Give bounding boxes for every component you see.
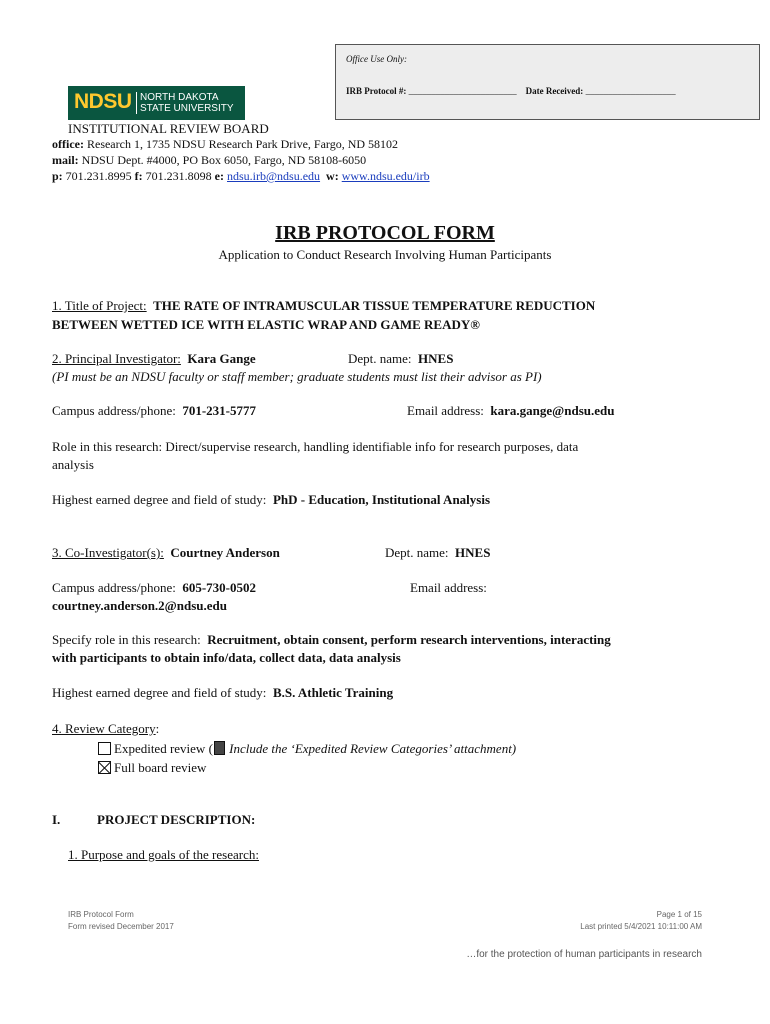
date-received-label: Date Received: [525,86,584,96]
mail-address-line: mail: NDSU Dept. #4000, PO Box 6050, Fargo, ND 58108-6050 [52,153,367,167]
pi-degree: Highest earned degree and field of study: PhD - Education, Institutional Analysis [52,492,491,507]
co-investigator-line [52,545,280,561]
co-email: courtney.anderson.2@ndsu.edu [52,598,227,613]
purpose-goals-label: 1. Purpose and goals of the research: [68,847,259,862]
logo-divider [136,92,137,114]
co-investigator-label: 3. Co-Investigator(s): [52,545,164,560]
project-title-line2: BETWEEN WETTED ICE WITH ELASTIC WRAP AND GAME READY® [52,317,480,332]
form-title: IRB PROTOCOL FORM [275,222,495,244]
project-title-value: THE RATE OF INTRAMUSCULAR TISSUE TEMPERATURE REDUCTION [153,298,596,313]
irb-board-title: INSTITUTIONAL REVIEW BOARD [68,121,269,136]
logo-ndsu: NDSU [74,90,132,113]
full-board-review-checkbox[interactable] [98,761,111,774]
office-address-line: office: Research 1, 1735 NDSU Research Park Drive, Fargo, ND 58102 [52,137,399,151]
date-received-field[interactable]: ____________________ [585,86,676,96]
irb-email-link[interactable]: ndsu.irb@ndsu.edu [227,169,321,183]
project-description-number: I. [52,812,61,827]
expedited-review-note: Include the ‘Expedited Review Categories’ attachment) [229,741,517,756]
pi-dept: Dept. name: HNES [348,351,454,366]
expedited-review-option[interactable] [98,741,516,757]
pi-campus-phone: Campus address/phone: 701-231-5777 [52,403,257,418]
pi-line [52,351,256,367]
co-degree: Highest earned degree and field of study: B.S. Athletic Training [52,685,394,700]
pi-note: (PI must be an NDSU faculty or staff member; graduate students must list their advisor as PI) [52,369,542,384]
footer-last-printed: Last printed 5/4/2021 10:11:00 AM [580,922,702,931]
footer-tagline: …for the protection of human participants in research [466,949,702,960]
pi-role-line1: Role in this research: Direct/supervise research, handling identifiable info for research purposes, data [52,439,579,454]
logo-line1: NORTH DAKOTA [140,92,219,103]
project-title-label: 1. Title of Project [52,298,144,313]
co-role-line2: with participants to obtain info/data, collect data, data analysis [52,650,401,665]
pi-name: Kara Gange [187,351,256,366]
logo-line2: STATE UNIVERSITY [140,103,234,114]
project-title-line1: 1. Title of Project: THE RATE OF INTRAMUSCULAR TISSUE TEMPERATURE REDUCTION [52,298,596,313]
office-use-box [335,44,760,120]
footer-page-number: Page 1 of 15 [656,910,702,919]
co-campus-phone: Campus address/phone: 605-730-0502 [52,580,257,595]
footer-form-name: IRB Protocol Form [68,910,134,919]
irb-website-link[interactable]: www.ndsu.edu/irb [341,169,430,183]
footer-form-revised: Form revised December 2017 [68,922,174,931]
co-email-label: Email address: [410,580,487,595]
pi-email: Email address: kara.gange@ndsu.edu [407,403,615,418]
attachment-icon [214,741,225,755]
expedited-review-checkbox[interactable] [98,742,111,755]
co-investigator-name: Courtney Anderson [170,545,280,560]
review-category-label: 4. Review Category [52,721,156,736]
pi-label: 2. Principal Investigator: [52,351,181,366]
ndsu-logo [68,86,245,120]
office-use-fields [346,86,676,96]
project-description-title: PROJECT DESCRIPTION: [97,812,256,827]
pi-role-line2: analysis [52,457,94,472]
irb-protocol-label: IRB Protocol #: [346,86,407,96]
contact-line: p: 701.231.8995 f: 701.231.8098 e: ndsu.irb@ndsu.edu w: www.ndsu.edu/irb [52,169,430,183]
full-board-review-option[interactable] [98,760,206,776]
review-category-heading: 4. Review Category: [52,721,160,736]
full-board-review-label: Full board review [114,760,207,775]
co-dept: Dept. name: HNES [385,545,491,560]
irb-protocol-field[interactable]: ________________________ [408,86,517,96]
co-role-line1: Specify role in this research: Recruitment, obtain consent, perform research interventions, interacting [52,632,611,647]
expedited-review-label: Expedited review ( [114,741,213,756]
office-use-label: Office Use Only: [346,54,407,64]
form-subtitle: Application to Conduct Research Involving Human Participants [218,247,552,262]
